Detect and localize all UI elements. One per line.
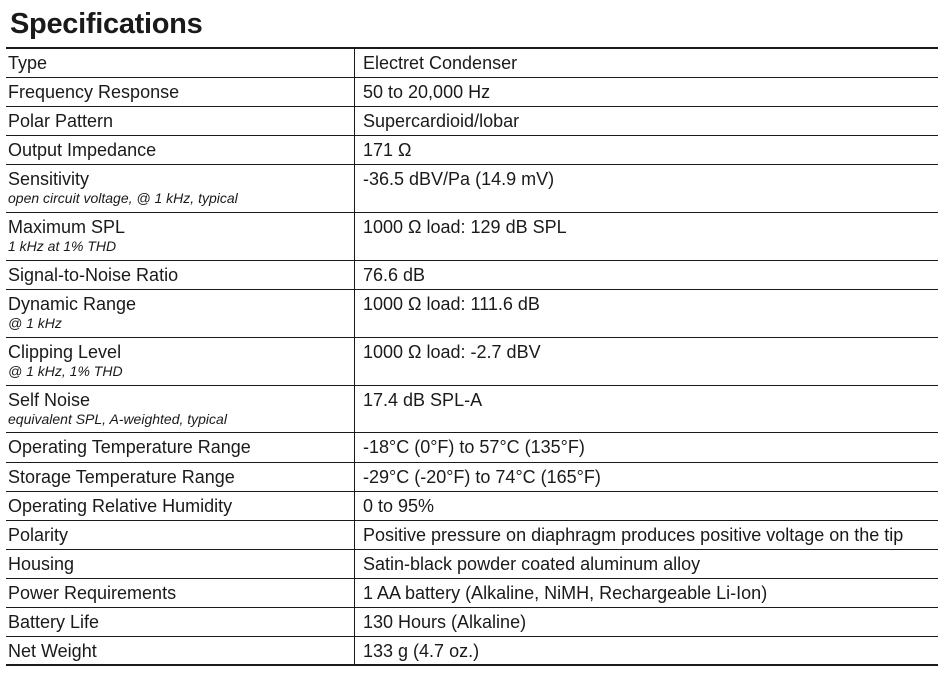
- spec-label: Clipping Level: [8, 341, 122, 362]
- spec-value: Positive pressure on diaphragm produces positive voltage on the tip: [363, 524, 904, 545]
- spec-value: 17.4 dB SPL-A: [363, 389, 483, 410]
- spec-note: 1 kHz at 1% THD: [8, 238, 117, 255]
- spec-value: -36.5 dBV/Pa (14.9 mV): [363, 169, 555, 190]
- column-divider: [354, 78, 355, 106]
- spec-row: [6, 261, 938, 290]
- spec-note: @ 1 kHz: [8, 315, 62, 332]
- spec-label: Battery Life: [8, 612, 100, 633]
- spec-row: [6, 463, 938, 492]
- column-divider: [354, 49, 355, 77]
- spec-value: 0 to 95%: [363, 495, 435, 516]
- spec-row: [6, 433, 938, 462]
- spec-label: Polarity: [8, 524, 69, 545]
- spec-label: Housing: [8, 553, 75, 574]
- spec-value: 50 to 20,000 Hz: [363, 82, 491, 103]
- spec-label: Type: [8, 53, 48, 73]
- spec-row: [6, 492, 938, 521]
- spec-label: Storage Temperature Range: [8, 466, 235, 487]
- column-divider: [354, 165, 355, 212]
- column-divider: [354, 213, 355, 260]
- spec-label: Polar Pattern: [8, 111, 114, 132]
- spec-label: Operating Temperature Range: [8, 437, 251, 458]
- column-divider: [354, 136, 355, 164]
- spec-value: -29°C (-20°F) to 74°C (165°F): [363, 466, 601, 487]
- spec-label: Output Impedance: [8, 140, 157, 161]
- spec-value: Supercardioid/lobar: [363, 111, 520, 132]
- column-divider: [354, 579, 355, 607]
- column-divider: [354, 290, 355, 337]
- column-divider: [354, 107, 355, 135]
- column-divider: [354, 521, 355, 549]
- spec-label: Net Weight: [8, 641, 97, 662]
- spec-row: [6, 165, 938, 213]
- spec-row: [6, 136, 938, 165]
- column-divider: [354, 550, 355, 578]
- spec-label: Dynamic Range: [8, 294, 137, 315]
- spec-row: [6, 290, 938, 338]
- spec-row: [6, 550, 938, 579]
- spec-label: Signal-to-Noise Ratio: [8, 264, 179, 285]
- spec-label: Sensitivity: [8, 169, 90, 190]
- spec-row: [6, 637, 938, 666]
- spec-label: Frequency Response: [8, 82, 180, 103]
- page-title: Specifications: [10, 8, 203, 40]
- spec-row: [6, 49, 938, 78]
- spec-value: 1 AA battery (Alkaline, NiMH, Rechargeable Li-Ion): [363, 582, 768, 603]
- spec-value: -18°C (0°F) to 57°C (135°F): [363, 437, 585, 458]
- column-divider: [354, 338, 355, 385]
- spec-row: [6, 78, 938, 107]
- spec-row: [6, 608, 938, 637]
- spec-value: 133 g (4.7 oz.): [363, 641, 480, 662]
- column-divider: [354, 608, 355, 636]
- spec-note: @ 1 kHz, 1% THD: [8, 362, 123, 379]
- spec-row: [6, 213, 938, 261]
- column-divider: [354, 261, 355, 289]
- column-divider: [354, 433, 355, 461]
- column-divider: [354, 463, 355, 491]
- spec-row: [6, 107, 938, 136]
- spec-value: 1000 Ω load: 129 dB SPL: [363, 217, 567, 238]
- column-divider: [354, 492, 355, 520]
- spec-label: Self Noise: [8, 389, 91, 410]
- spec-value: 130 Hours (Alkaline): [363, 612, 527, 633]
- spec-value: 76.6 dB: [363, 264, 426, 285]
- spec-row: [6, 579, 938, 608]
- spec-label: Operating Relative Humidity: [8, 495, 233, 516]
- spec-label: Maximum SPL: [8, 217, 126, 238]
- specifications-table: [6, 47, 938, 666]
- spec-note: open circuit voltage, @ 1 kHz, typical: [8, 190, 238, 207]
- spec-value: 1000 Ω load: -2.7 dBV: [363, 341, 541, 362]
- spec-value: Electret Condenser: [363, 53, 518, 73]
- spec-note: equivalent SPL, A-weighted, typical: [8, 410, 227, 427]
- column-divider: [354, 386, 355, 433]
- spec-row: [6, 338, 938, 386]
- spec-value: Satin-black powder coated aluminum alloy: [363, 553, 701, 574]
- spec-value: 1000 Ω load: 111.6 dB: [363, 294, 540, 315]
- spec-label: Power Requirements: [8, 582, 177, 603]
- spec-value: 171 Ω: [363, 140, 412, 161]
- column-divider: [354, 637, 355, 664]
- spec-row: [6, 386, 938, 434]
- spec-row: [6, 521, 938, 550]
